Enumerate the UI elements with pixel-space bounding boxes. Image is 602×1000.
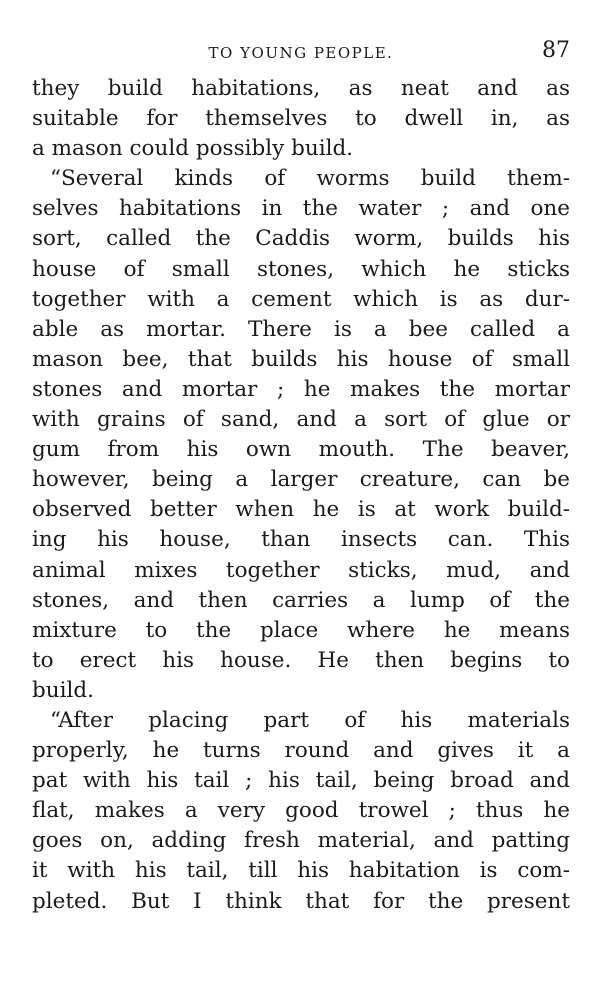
text-line: pat with his tail ; his tail, being broad and — [32, 768, 570, 794]
body-text — [32, 74, 570, 917]
text-line: however, being a larger creature, can be — [32, 467, 570, 493]
text-line: goes on, adding fresh material, and patting — [32, 828, 570, 854]
text-line: pleted. But I think that for the present — [32, 888, 570, 914]
text-line: suitable for themselves to dwell in, as — [32, 106, 570, 132]
text-line: house of small stones, which he sticks — [32, 256, 570, 282]
page-number: 87 — [542, 38, 570, 63]
text-line: able as mortar. There is a bee called a — [32, 316, 570, 342]
text-line: together with a cement which is as dur- — [32, 286, 570, 312]
running-title: TO YOUNG PEOPLE. — [208, 44, 394, 62]
text-line: build. — [32, 677, 94, 703]
text-line: gum from his own mouth. The beaver, — [32, 437, 570, 463]
text-line: selves habitations in the water ; and one — [32, 196, 570, 222]
text-line: it with his tail, till his habitation is com- — [32, 858, 570, 884]
text-line: stones, and then carries a lump of the — [32, 587, 570, 613]
text-line: they build habitations, as neat and as — [32, 76, 570, 101]
text-line: animal mixes together sticks, mud, and — [32, 557, 570, 583]
text-line: mason bee, that builds his house of small — [32, 346, 570, 372]
running-head — [32, 38, 570, 74]
text-line: sort, called the Caddis worm, builds his — [32, 226, 570, 252]
book-page — [32, 38, 570, 917]
text-line: a mason could possibly build. — [32, 136, 354, 162]
text-line: “Several kinds of worms build them- — [50, 166, 570, 192]
text-line: “After placing part of his materials — [50, 707, 570, 733]
text-line: mixture to the place where he means — [32, 617, 570, 643]
text-line: observed better when he is at work build- — [32, 497, 570, 523]
text-line: stones and mortar ; he makes the mortar — [32, 376, 570, 402]
text-line: ing his house, than insects can. This — [32, 527, 570, 553]
text-line: with grains of sand, and a sort of glue or — [32, 407, 570, 433]
text-line: flat, makes a very good trowel ; thus he — [32, 798, 570, 824]
text-line: properly, he turns round and gives it a — [32, 738, 570, 764]
text-line: to erect his house. He then begins to — [32, 647, 570, 673]
